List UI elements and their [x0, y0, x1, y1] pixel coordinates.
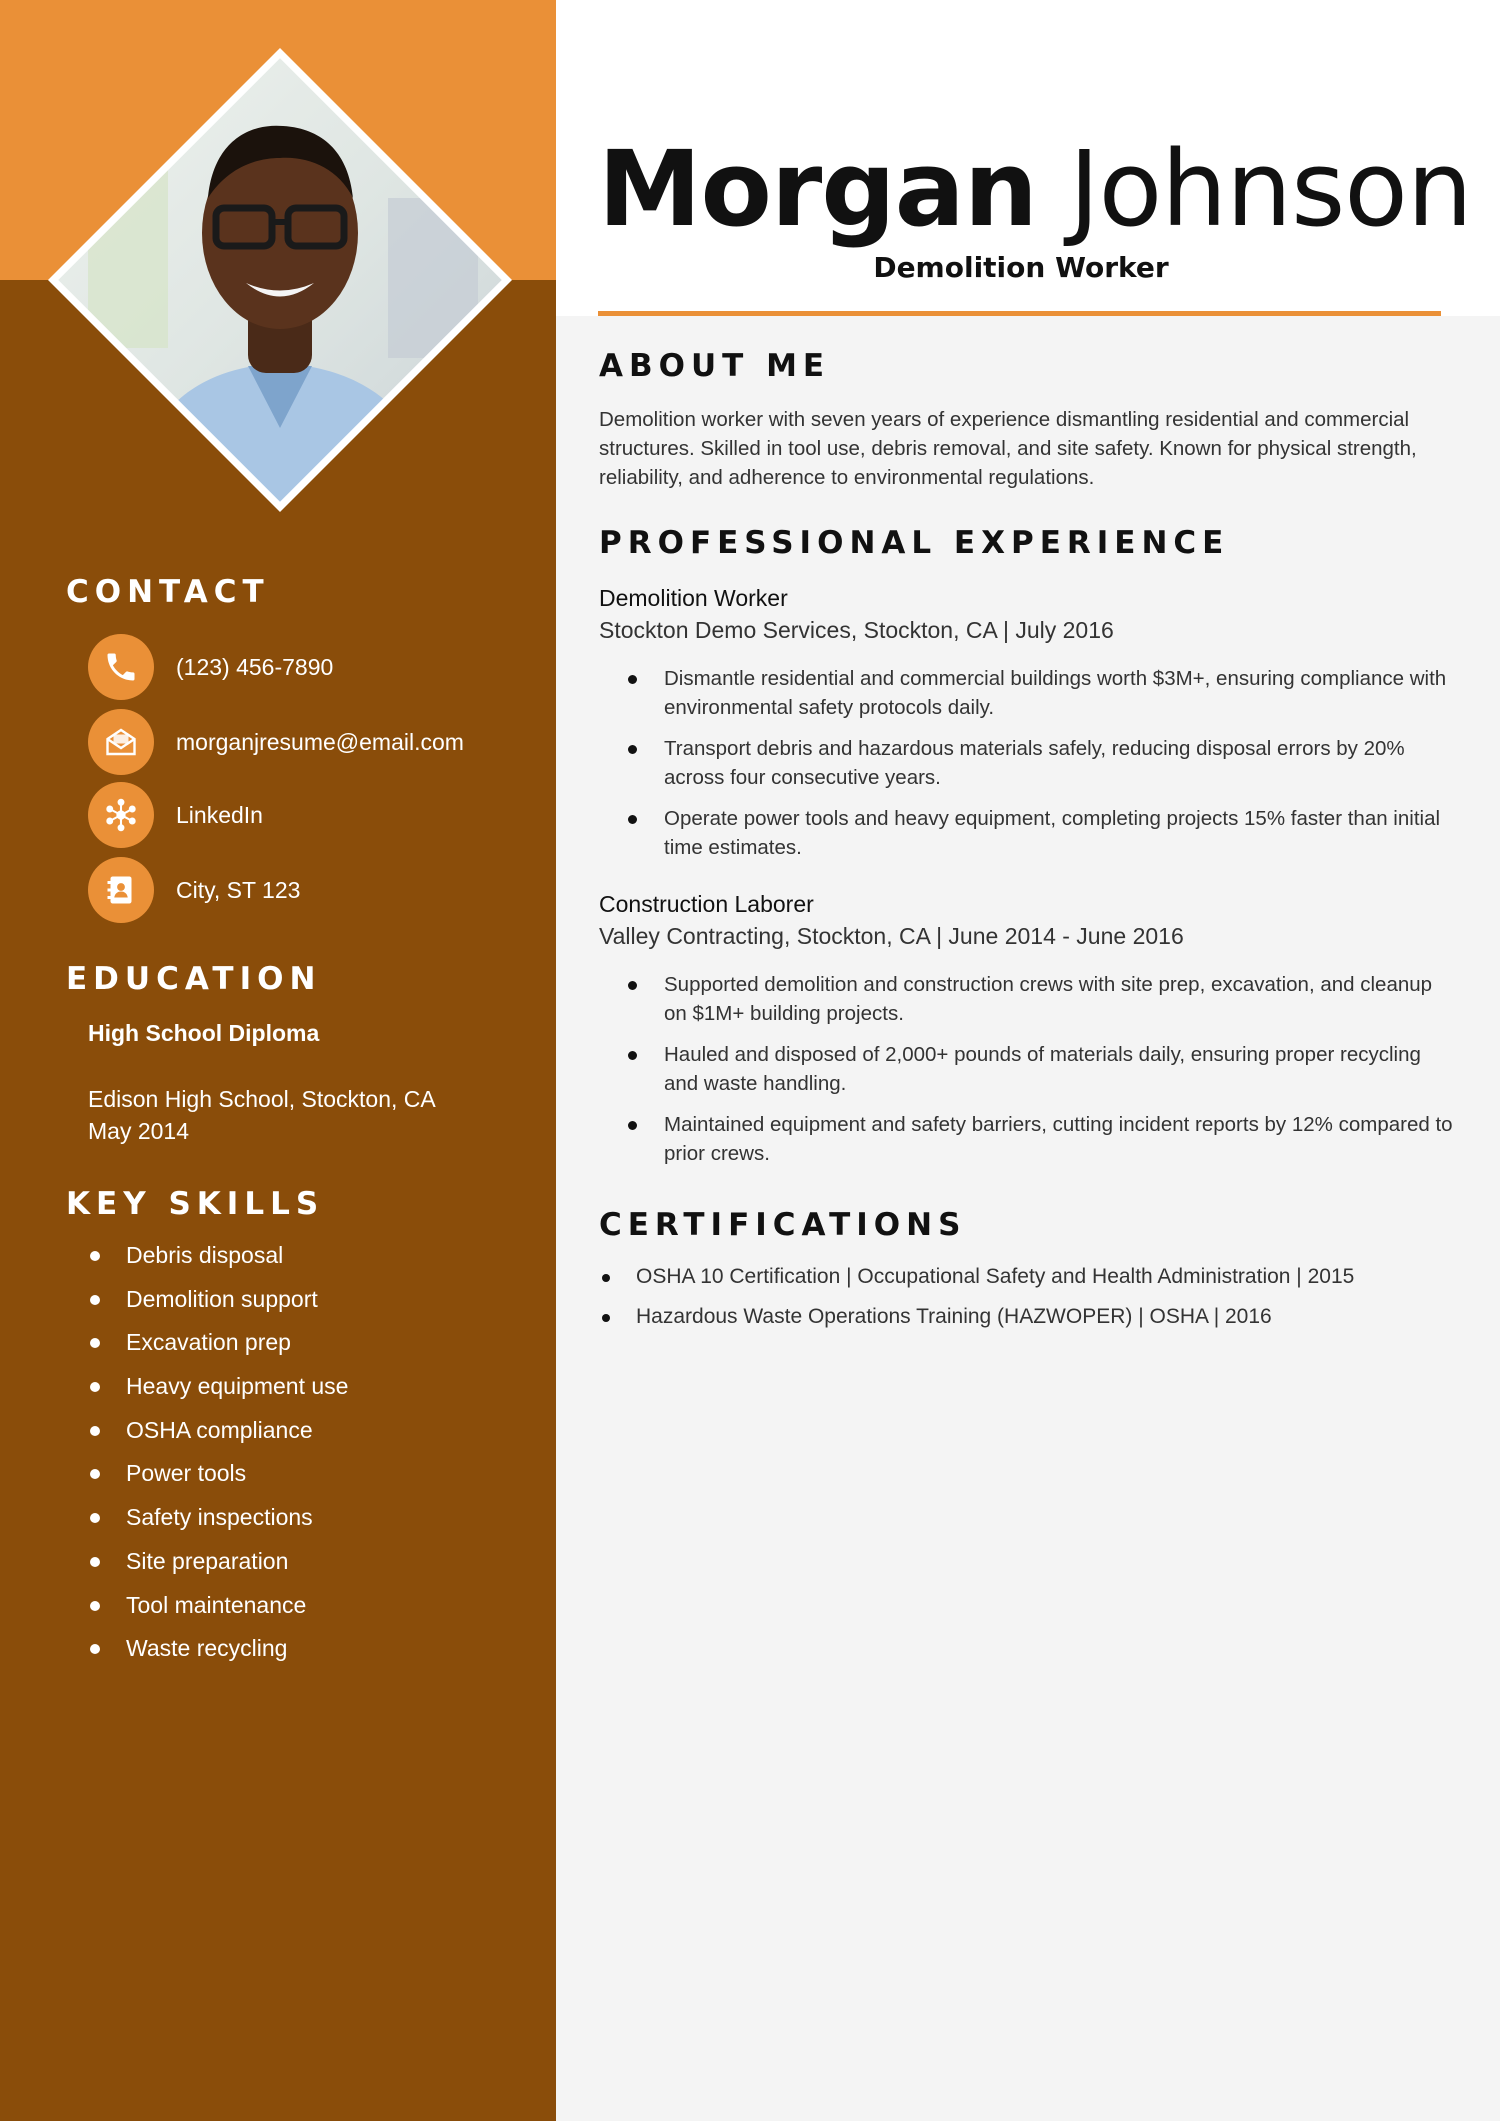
skill-item: Tool maintenance [88, 1590, 348, 1634]
certification-item: OSHA 10 Certification | Occupational Safety and Health Administration | 2015 [599, 1262, 1459, 1291]
contact-email[interactable] [88, 709, 508, 775]
contact-location [88, 857, 508, 923]
job-role: Construction Laborer [599, 891, 814, 917]
certification-item: Hazardous Waste Operations Training (HAZWOPER) | OSHA | 2016 [599, 1302, 1459, 1331]
job-company: Stockton Demo Services, Stockton, CA | July 2016 [599, 617, 1114, 643]
skills-heading: KEY SKILLS [66, 1186, 325, 1222]
candidate-name [598, 128, 1472, 250]
job-title: Demolition Worker [873, 251, 1169, 284]
location-icon [88, 857, 154, 923]
skill-item: Safety inspections [88, 1502, 348, 1546]
skill-item: Waste recycling [88, 1633, 348, 1677]
linkedin-icon [88, 782, 154, 848]
skill-item: Debris disposal [88, 1240, 348, 1284]
linkedin-text: LinkedIn [176, 802, 263, 828]
job-bullet: Maintained equipment and safety barriers, cutting incident reports by 12% compared to prior crews. [628, 1110, 1458, 1168]
profile-photo [48, 48, 512, 512]
skill-item: Excavation prep [88, 1327, 348, 1371]
job-bullets [628, 970, 1458, 1180]
contact-heading: CONTACT [66, 574, 270, 610]
email-icon [88, 709, 154, 775]
about-heading: ABOUT ME [599, 348, 831, 384]
email-text: morganjresume@email.com [176, 729, 464, 755]
job-bullet: Transport debris and hazardous materials safely, reducing disposal errors by 20% across four consecutive years. [628, 734, 1458, 792]
last-name: Johnson [1068, 128, 1472, 250]
job-bullet: Operate power tools and heavy equipment, completing projects 15% faster than initial time estimates. [628, 804, 1458, 862]
job-bullet: Dismantle residential and commercial buildings worth $3M+, ensuring compliance with environmental safety protocols daily. [628, 664, 1458, 722]
phone-icon [88, 634, 154, 700]
certifications-heading: CERTIFICATIONS [599, 1207, 967, 1243]
job-bullet: Supported demolition and construction crews with site prep, excavation, and cleanup on $1M+ building projects. [628, 970, 1458, 1028]
education-date: May 2014 [88, 1118, 190, 1144]
skill-item: OSHA compliance [88, 1415, 348, 1459]
job-company: Valley Contracting, Stockton, CA | June 2014 - June 2016 [599, 923, 1184, 949]
sidebar [0, 0, 556, 2121]
experience-heading: PROFESSIONAL EXPERIENCE [599, 525, 1230, 561]
about-text: Demolition worker with seven years of experience dismantling residential and commercial structures. Skilled in tool use, debris removal, and site safety. Known for physical strength, reliability, and adherence to environmental regulations. [599, 408, 1417, 489]
education-degree: High School Diploma [88, 1020, 320, 1046]
skill-item: Heavy equipment use [88, 1371, 348, 1415]
job-role: Demolition Worker [599, 585, 788, 611]
skill-item: Power tools [88, 1458, 348, 1502]
skill-item: Demolition support [88, 1284, 348, 1328]
skill-item: Site preparation [88, 1546, 348, 1590]
header-divider [598, 311, 1441, 316]
certifications-list [599, 1262, 1459, 1342]
contact-linkedin[interactable] [88, 782, 508, 848]
skills-list [88, 1240, 348, 1677]
education-details [88, 1083, 436, 1147]
location-text: City, ST 123 [176, 877, 301, 903]
job-bullets [628, 664, 1458, 874]
phone-text: (123) 456-7890 [176, 654, 334, 680]
education-heading: EDUCATION [66, 961, 322, 997]
education-school: Edison High School, Stockton, CA [88, 1086, 436, 1112]
first-name: Morgan [598, 128, 1037, 250]
job-bullet: Hauled and disposed of 2,000+ pounds of materials daily, ensuring proper recycling and waste handling. [628, 1040, 1458, 1098]
contact-phone[interactable] [88, 634, 508, 700]
